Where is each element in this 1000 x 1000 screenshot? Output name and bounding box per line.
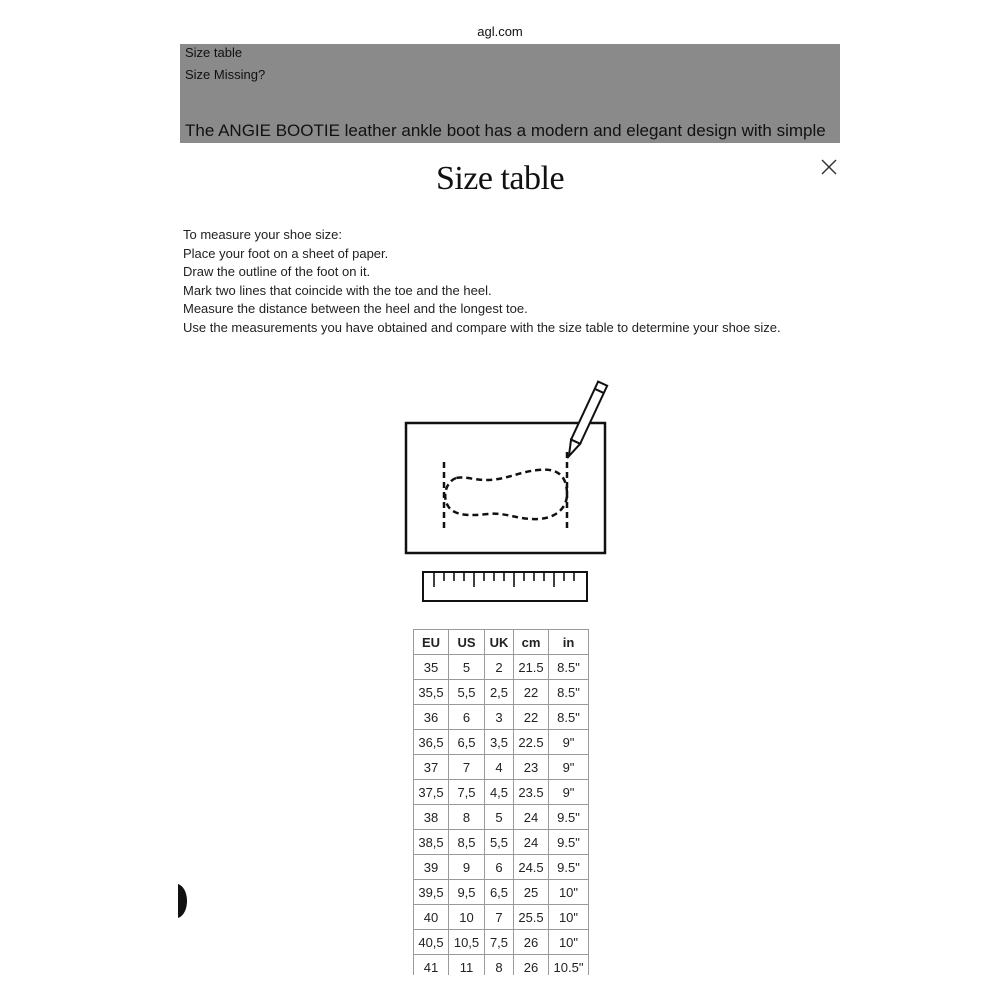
table-cell: 8 bbox=[485, 955, 514, 976]
table-row bbox=[414, 680, 589, 705]
table-cell: 7 bbox=[449, 755, 485, 780]
table-cell: 6,5 bbox=[485, 880, 514, 905]
instruction-line: Measure the distance between the heel and the longest toe. bbox=[183, 301, 528, 316]
table-cell: 8 bbox=[449, 805, 485, 830]
table-cell: 10.5" bbox=[549, 955, 589, 976]
table-cell: 23 bbox=[514, 755, 549, 780]
table-cell: 2,5 bbox=[485, 680, 514, 705]
table-cell: 6 bbox=[449, 705, 485, 730]
size-table-link[interactable]: Size table bbox=[185, 45, 243, 60]
table-cell: 6,5 bbox=[449, 730, 485, 755]
table-cell: 4,5 bbox=[485, 780, 514, 805]
table-cell: 38 bbox=[414, 805, 449, 830]
column-header-eu: EU bbox=[414, 630, 449, 655]
table-row bbox=[414, 705, 589, 730]
instruction-line: Place your foot on a sheet of paper. bbox=[183, 245, 389, 261]
table-cell: 8,5 bbox=[449, 830, 485, 855]
column-header-us: US bbox=[449, 630, 485, 655]
table-cell: 24.5 bbox=[514, 855, 549, 880]
table-cell: 37,5 bbox=[414, 780, 449, 805]
table-row bbox=[414, 830, 589, 855]
table-cell: 10 bbox=[449, 905, 485, 930]
table-cell: 40 bbox=[414, 905, 449, 930]
table-cell: 23.5 bbox=[514, 780, 549, 805]
table-cell: 22 bbox=[514, 680, 549, 705]
table-cell: 3,5 bbox=[485, 730, 514, 755]
table-cell: 7,5 bbox=[485, 930, 514, 955]
table-cell: 10" bbox=[549, 880, 589, 905]
table-cell: 9" bbox=[549, 730, 589, 755]
table-cell: 21.5 bbox=[514, 655, 549, 680]
table-cell: 24 bbox=[514, 830, 549, 855]
table-cell: 7,5 bbox=[449, 780, 485, 805]
instruction-line: To measure your shoe size: bbox=[183, 227, 342, 242]
table-cell: 5,5 bbox=[485, 830, 514, 855]
table-cell: 39,5 bbox=[414, 880, 449, 905]
table-cell: 36,5 bbox=[414, 730, 449, 755]
modal-title: Size table bbox=[435, 160, 565, 197]
table-cell: 9.5" bbox=[549, 830, 589, 855]
column-header-in: in bbox=[549, 630, 589, 655]
table-cell: 9" bbox=[549, 755, 589, 780]
table-cell: 10" bbox=[549, 905, 589, 930]
table-cell: 26 bbox=[514, 930, 549, 955]
table-cell: 8.5" bbox=[549, 705, 589, 730]
side-drawer-handle[interactable] bbox=[178, 884, 190, 918]
table-cell: 39 bbox=[414, 855, 449, 880]
size-missing-link[interactable]: Size Missing? bbox=[185, 67, 266, 82]
table-cell: 35,5 bbox=[414, 680, 449, 705]
table-cell: 40,5 bbox=[414, 930, 449, 955]
table-row bbox=[414, 655, 589, 680]
table-cell: 25.5 bbox=[514, 905, 549, 930]
table-cell: 8.5" bbox=[549, 655, 589, 680]
table-cell: 25 bbox=[514, 880, 549, 905]
table-row bbox=[414, 855, 589, 880]
table-cell: 9 bbox=[449, 855, 485, 880]
table-cell: 8.5" bbox=[549, 680, 589, 705]
table-row bbox=[414, 755, 589, 780]
table-cell: 10,5 bbox=[449, 930, 485, 955]
table-cell: 35 bbox=[414, 655, 449, 680]
size-table bbox=[413, 629, 589, 975]
table-cell: 22 bbox=[514, 705, 549, 730]
table-cell: 9.5" bbox=[549, 855, 589, 880]
table-cell: 9" bbox=[549, 780, 589, 805]
table-cell: 24 bbox=[514, 805, 549, 830]
table-cell: 11 bbox=[449, 955, 485, 976]
table-row bbox=[414, 805, 589, 830]
table-row bbox=[414, 930, 589, 955]
product-description: The ANGIE BOOTIE leather ankle boot has a modern and elegant design with simple bbox=[185, 121, 826, 140]
table-cell: 37 bbox=[414, 755, 449, 780]
url-bar[interactable]: agl.com bbox=[477, 24, 523, 39]
table-cell: 38,5 bbox=[414, 830, 449, 855]
table-cell: 5 bbox=[485, 805, 514, 830]
table-cell: 2 bbox=[485, 655, 514, 680]
table-cell: 9,5 bbox=[449, 880, 485, 905]
instruction-line: Draw the outline of the foot on it. bbox=[183, 264, 371, 279]
table-cell: 3 bbox=[485, 705, 514, 730]
table-cell: 4 bbox=[485, 755, 514, 780]
instruction-line: Mark two lines that coincide with the toe and the heel. bbox=[183, 282, 492, 298]
table-cell: 6 bbox=[485, 855, 514, 880]
table-cell: 22.5 bbox=[514, 730, 549, 755]
table-row bbox=[414, 780, 589, 805]
table-cell: 9.5" bbox=[549, 805, 589, 830]
table-cell: 26 bbox=[514, 955, 549, 976]
table-cell: 7 bbox=[485, 905, 514, 930]
column-header-cm: cm bbox=[514, 630, 549, 655]
table-row bbox=[414, 905, 589, 930]
table-row bbox=[414, 955, 589, 976]
table-cell: 10" bbox=[549, 930, 589, 955]
table-row bbox=[414, 880, 589, 905]
table-cell: 36 bbox=[414, 705, 449, 730]
table-cell: 5 bbox=[449, 655, 485, 680]
column-header-uk: UK bbox=[485, 630, 514, 655]
table-cell: 41 bbox=[414, 955, 449, 976]
instruction-line: Use the measurements you have obtained and compare with the size table to determine your shoe size. bbox=[183, 319, 781, 335]
table-row bbox=[414, 730, 589, 755]
table-header-row bbox=[414, 630, 589, 655]
table-cell: 5,5 bbox=[449, 680, 485, 705]
